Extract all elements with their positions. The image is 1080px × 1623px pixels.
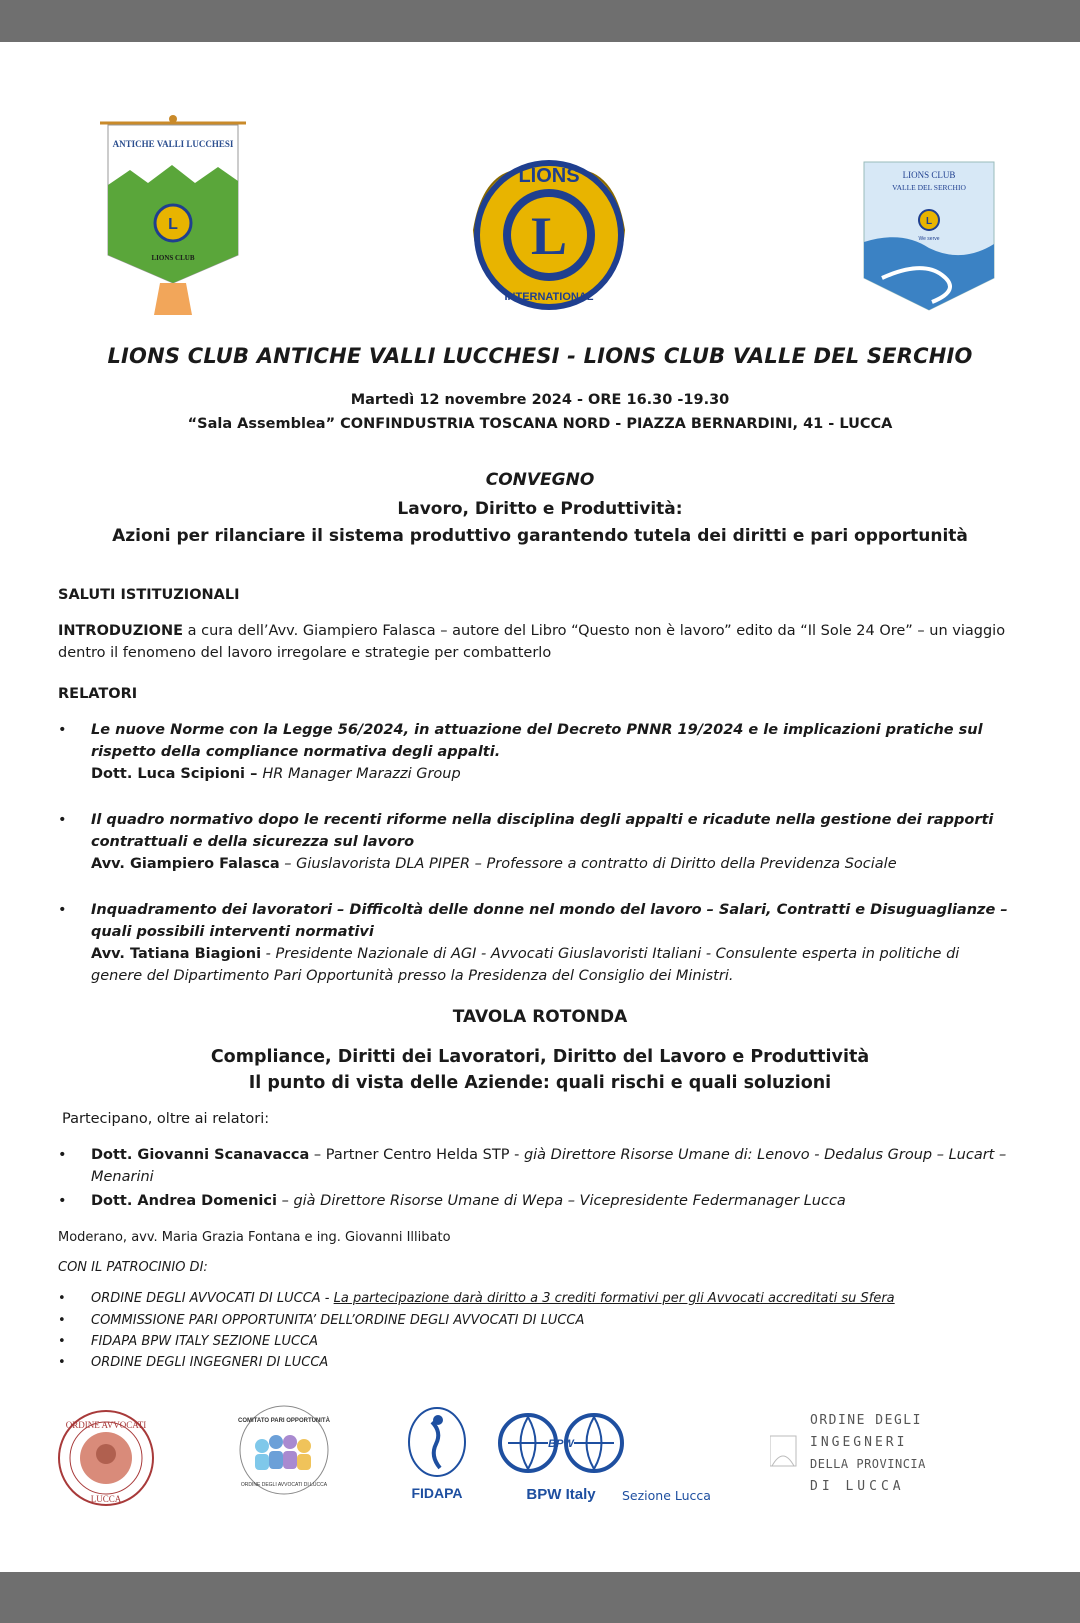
antiche-valli-pennant-logo [100, 115, 246, 325]
patrocinio-item [58, 1288, 1008, 1309]
valle-motto: We serve [918, 236, 940, 242]
comitato-pari-opportunita-logo [232, 1402, 336, 1497]
moderano-text: Moderano, avv. Maria Grazia Fontana e ing. Giovanni Illibato [58, 1230, 451, 1245]
event-date: Martedì 12 novembre 2024 - ORE 16.30 -19.30 [350, 392, 730, 408]
event-title: LIONS CLUB ANTICHE VALLI LUCCHESI - LIONS CLUB VALLE DEL SERCHIO [107, 344, 973, 368]
bullet-dot: • [58, 812, 67, 828]
bpw-italy-text: BPW Italy [526, 1486, 596, 1503]
partecipante-role: – Partner Centro Helda STP - [309, 1147, 524, 1163]
tavola-subtitle: Il punto di vista delle Aziende: quali rischi e quali soluzioni [248, 1073, 832, 1093]
relatore-name: Avv. Giampiero Falasca [91, 856, 280, 872]
partecipante-item [58, 1144, 1008, 1188]
patrocinio-item [58, 1310, 1008, 1331]
bpw-italy-logo [498, 1407, 624, 1509]
partecipante-history: già Direttore Risorse Umane di: Lenovo - Dedalus Group – Lucart – Menarini [91, 1147, 1007, 1185]
relatore-item [58, 899, 1008, 987]
patrocinio-label: CON IL PATROCINIO DI: [58, 1260, 208, 1275]
partecipano-label: Partecipano, oltre ai relatori: [62, 1111, 270, 1127]
fidapa-text: FIDAPA [411, 1485, 463, 1501]
ing-line4: DI LUCCA [810, 1479, 905, 1494]
relatore-name: Avv. Tatiana Biagioni [91, 946, 262, 962]
lions-bottom-text: INTERNATIONAL [504, 291, 594, 303]
bullet-dot: • [58, 1313, 66, 1328]
introduzione-paragraph [58, 620, 1008, 664]
patrocinio-item [58, 1352, 1008, 1373]
saluti-istituzionali: SALUTI ISTITUZIONALI [58, 587, 240, 603]
relatore-topic: Il quadro normativo dopo le recenti riforme nella disciplina degli appalti e ricadute nella gestione dei rapporti contrattuali e della sicurezza sul lavoro [91, 812, 994, 850]
avvocati-bottom-text: LUCCA [90, 1494, 122, 1504]
patrocinio-note: La partecipazione darà diritto a 3 crediti formativi per gli Avvocati accreditati su Sfera [333, 1291, 895, 1306]
bullet-dot: • [58, 902, 67, 918]
relatore-name: Dott. Luca Scipioni – [91, 766, 263, 782]
bullet-dot: • [58, 1291, 66, 1306]
convegno-label: CONVEGNO [485, 470, 595, 490]
patrocinio-item [58, 1331, 1008, 1352]
ing-line2: INGEGNERI [810, 1435, 908, 1450]
patrocinio-text: COMMISSIONE PARI OPPORTUNITA’ DELL’ORDINE DEGLI AVVOCATI DI LUCCA [91, 1313, 585, 1328]
introduzione-label: INTRODUZIONE [58, 623, 183, 639]
introduzione-text: a cura dell’Avv. Giampiero Falasca – autore del Libro “Questo non è lavoro” edito da “Il Sole 24 Ore” – un viaggio dentro il fenomeno del lavoro irregolare e strategie per combatterlo [58, 623, 1006, 661]
valle-del-serchio-pennant-logo [862, 160, 996, 312]
tavola-title: Compliance, Diritti dei Lavoratori, Diritto del Lavoro e Produttività [210, 1047, 870, 1067]
bullet-dot: • [58, 1147, 67, 1163]
patrocinio-text: ORDINE DEGLI INGEGNERI DI LUCCA [91, 1355, 329, 1370]
ordine-ingegneri-lucca-logo [770, 1410, 940, 1502]
relatori-label: RELATORI [58, 686, 138, 702]
svg-text:L: L [925, 216, 933, 227]
lions-letter: L [530, 206, 568, 266]
partecipante-history: già Direttore Risorse Umane di Wepa – Vicepresidente Federmanager Lucca [293, 1193, 846, 1209]
ing-line1: ORDINE DEGLI [810, 1413, 922, 1428]
bottom-gray-bar [0, 1572, 1080, 1623]
event-venue: “Sala Assemblea” CONFINDUSTRIA TOSCANA NORD - PIAZZA BERNARDINI, 41 - LUCCA [187, 416, 893, 432]
partecipante-name: Dott. Andrea Domenici [91, 1193, 277, 1209]
partecipante-role: – [276, 1193, 294, 1209]
ing-line3: DELLA PROVINCIA [810, 1457, 926, 1471]
ordine-avvocati-lucca-seal [56, 1408, 156, 1508]
bullet-dot: • [58, 722, 67, 738]
tavola-rotonda-label: TAVOLA ROTONDA [452, 1007, 628, 1027]
bpw-sezione-text: Sezione Lucca [622, 1488, 711, 1503]
lions-top-text: LIONS [518, 165, 580, 187]
partecipante-name: Dott. Giovanni Scanavacca [91, 1147, 310, 1163]
svg-text:L: L [168, 216, 178, 233]
lions-international-emblem [464, 150, 634, 325]
relatore-role: - Presidente Nazionale di AGI - Avvocati Giuslavoristi Italiani - Consulente esperta in politiche di genere del Dipartimento Pari Opportunità presso la Presidenza del Consiglio dei Ministri. [91, 946, 960, 984]
relatore-item [58, 809, 1008, 875]
valle-line2: VALLE DEL SERCHIO [892, 183, 966, 192]
bullet-dot: • [58, 1193, 67, 1209]
patrocinio-text: FIDAPA BPW ITALY SEZIONE LUCCA [91, 1334, 319, 1349]
pari-bottom-text: ORDINE DEGLI AVVOCATI DI LUCCA [240, 1482, 328, 1488]
convegno-subtitle: Azioni per rilanciare il sistema produttivo garantendo tutela dei diritti e pari opportunità [112, 526, 968, 546]
relatore-topic: Le nuove Norme con la Legge 56/2024, in attuazione del Decreto PNNR 19/2024 e le implicazioni pratiche sul rispetto della compliance normativa degli appalti. [91, 722, 983, 760]
avvocati-top-text: ORDINE AVVOCATI [65, 1420, 147, 1430]
convegno-title: Lavoro, Diritto e Produttività: [397, 499, 683, 519]
fidapa-logo [402, 1404, 472, 1504]
relatore-topic: Inquadramento dei lavoratori – Difficoltà delle donne nel mondo del lavoro – Salari, Contratti e Disuguaglianze – quali possibili interventi normativi [91, 902, 1008, 940]
valle-line1: LIONS CLUB [902, 170, 956, 180]
bullet-dot: • [58, 1355, 66, 1370]
pennant-bottom-text: LIONS CLUB [151, 254, 195, 262]
patrocinio-text: ORDINE DEGLI AVVOCATI DI LUCCA - [91, 1291, 334, 1306]
partecipante-item [58, 1190, 1008, 1212]
top-gray-bar [0, 0, 1080, 42]
bullet-dot: • [58, 1334, 66, 1349]
relatore-item [58, 719, 1008, 785]
bpw-mark: BPW [548, 1438, 574, 1450]
pari-top-text: COMITATO PARI OPPORTUNITÀ [238, 1418, 330, 1424]
relatore-role: HR Manager Marazzi Group [262, 766, 461, 782]
relatore-role: – Giuslavorista DLA PIPER – Professore a contratto di Diritto della Previdenza Sociale [279, 856, 897, 872]
pennant-title: ANTICHE VALLI LUCCHESI [112, 139, 234, 149]
